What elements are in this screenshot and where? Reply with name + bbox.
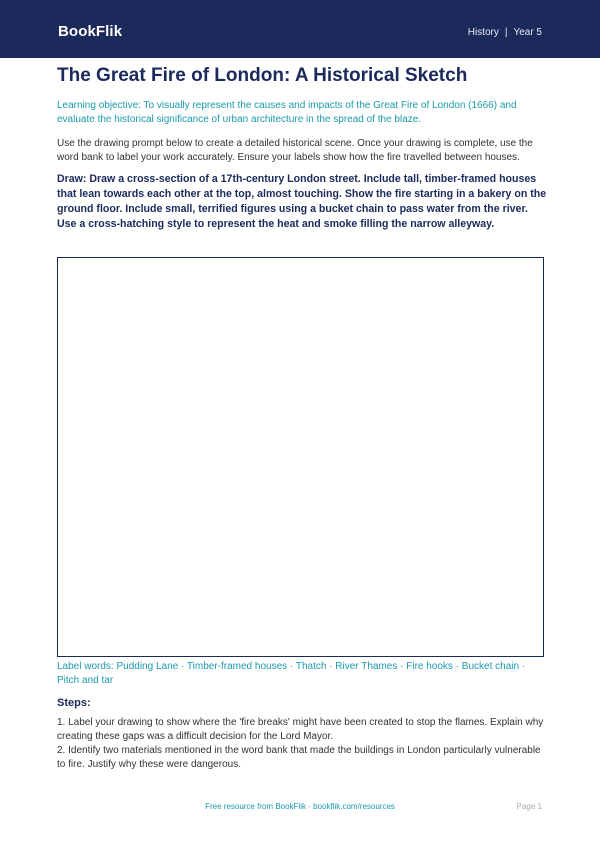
header-bar	[0, 0, 600, 58]
step-item-2: 2. Identify two materials mentioned in the word bank that made the buildings in London particularly vulnerable to fire. Justify why these were dangerous.	[57, 745, 541, 770]
drawing-area[interactable]	[57, 257, 544, 657]
subject-label: History	[467, 27, 499, 38]
instructions-text: Use the drawing prompt below to create a detailed historical scene. Once your drawing is complete, use the word bank to label your work accurately. Ensure your labels show how the fire travelled between houses.	[57, 138, 533, 163]
header-meta	[468, 27, 542, 38]
year-label: Year 5	[513, 27, 542, 38]
meta-separator: |	[504, 27, 508, 38]
page-number: Page 1	[516, 802, 542, 811]
drawing-prompt: Draw: Draw a cross-section of a 17th-century London street. Include tall, timber-framed houses that lean towards each other at the top, almost touching. Show the fire starting in a bakery on the ground floor. Include small, terrified figures using a bucket chain to pass water from the river. Use a cross-hatching style to represent the heat and smoke filling the narrow alleyway.	[57, 173, 547, 230]
page-title: The Great Fire of London: A Historical Sketch	[57, 65, 468, 86]
learning-objective: Learning objective: To visually represent the causes and impacts of the Great Fire of London (1666) and evaluate the historical significance of urban architecture in the spread of the blaze.	[57, 100, 517, 125]
steps-heading: Steps:	[57, 697, 91, 709]
step-item-1: 1. Label your drawing to show where the 'fire breaks' might have been created to stop the flames. Explain why creating these gaps was a difficult decision for the Lord Mayor.	[57, 717, 544, 742]
word-bank: Label words: Pudding Lane · Timber-framed houses · Thatch · River Thames · Fire hooks · Bucket chain · Pitch and tar	[57, 661, 526, 686]
footer-credit: Free resource from BookFlik · bookflik.com/resources	[205, 802, 395, 811]
brand-logo-text: BookFlik	[58, 23, 123, 40]
